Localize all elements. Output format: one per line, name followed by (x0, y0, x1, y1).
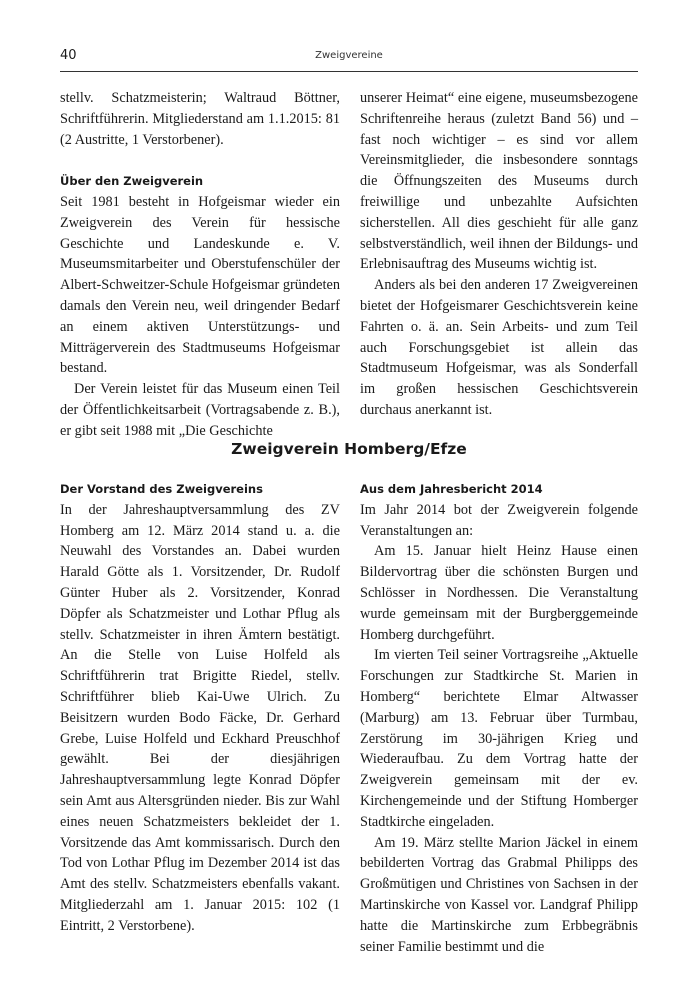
paragraph: Der Verein leistet für das Museum einen Teil der Öffentlichkeitsarbeit (Vortragsabende z. B.), er gibt seit 1988 mit „Die Geschichte (60, 381, 340, 439)
subheading-ueber-den-zweigverein: Über den Zweigverein (60, 174, 204, 189)
paragraph: Seit 1981 besteht in Hofgeismar wieder ein Zweigverein des Verein für hessische Geschichte und Landeskunde e. V. Museumsmitarbeiter und Oberstufenschüler der Albert-Schweitzer-Schule Hofgeismar gründeten damals den Verein neu, weil dringender Bedarf an einem aktiven Unterstützungs- und Mitträgerverein des Stadtmuseums Hofgeismar bestand. (60, 193, 340, 377)
homberg-right-column (360, 479, 638, 957)
running-title: Zweigvereine (315, 50, 383, 61)
top-left-column (60, 88, 340, 442)
section-title-homberg: Zweigverein Homberg/Efze (231, 440, 467, 458)
paragraph: Anders als bei den anderen 17 Zweigvereinen bietet der Hofgeismarer Geschichtsverein keine Fahrten o. ä. an. Sein Arbeits- und zum Teil auch Forschungsgebiet ist allein das Stadtmuseum Hofgeismar, was als Sonderfall im großen hessischen Geschichtsverein durchaus anerkannt ist. (360, 277, 638, 418)
subheading-vorstand: Der Vorstand des Zweigvereins (60, 482, 263, 496)
paragraph: Am 19. März stellte Marion Jäckel in einem bebilderten Vortrag das Grabmal Philipps des Großmütigen und Christines von Sachsen in der Martinskirche von Kassel vor. Landgraf Philipp hatte die Martinskirche zum Erbbegräbnis seiner Familie bestimmt und die (360, 834, 638, 955)
continuation-paragraph: stellv. Schatzmeisterin; Waltraud Böttner, Schriftführerin. Mitgliederstand am 1.1.2015: 81 (2 Austritte, 1 Verstorbener). (60, 90, 340, 148)
header-rule (60, 71, 638, 72)
homberg-left-column (60, 479, 340, 937)
paragraph: Am 15. Januar hielt Heinz Hause einen Bildervortrag über die schönsten Burgen und Schlösser in Nordhessen. Die Veranstaltung wurde gemeinsam mit der Burgberggemeinde Homberg durchgeführt. (360, 543, 638, 643)
paragraph: unserer Heimat“ eine eigene, museumsbezogene Schriftenreihe heraus (zuletzt Band 56) und – fast noch wichtiger – es sind vor allem Vereinsmitglieder, die insbesondere sonntags die Öffnungszeiten des Museums durch freiwillige und unbezahlte Aufsichten sicherstellen. All dies geschieht für alle ganz selbstverständlich, weil ihnen der Bildungs- und Erlebnisauftrag des Museums wichtig ist. (360, 90, 638, 273)
paragraph: In der Jahreshauptversammlung des ZV Homberg am 12. März 2014 stand u. a. die Neuwahl des Vorstandes an. Dabei wurden Harald Götte als 1. Vorsitzender, Dr. Rudolf Günter Huber als 2. Vorsitzender, Konrad Döpfer als Schatzmeister und Lothar Pflug als stellv. Schatzmeister in ihren Ämtern bestätigt. An die Stelle von Luise Holfeld als Schriftführerin trat Brigitte Riedel, stellv. Schriftführer blieb Kai-Uwe Ulrich. Zu Beisitzern wurden Bodo Fäcke, Dr. Gerhard Grebe, Luise Holfeld und Eckhard Preuschhof gewählt. Bei der diesjährigen Jahreshauptversammlung legte Konrad Döpfer sein Amt aus Altersgründen nieder. Bis zur Wahl eines neuen Schatzmeisters bekleidet der 1. Vorsitzende das Amt kommissarisch. Durch den Tod von Lothar Pflug im Dezember 2014 ist das Amt des stellv. Schatzmeisters ebenfalls vakant. Mitgliederzahl am 1. Januar 2015: 102 (1 Eintritt, 2 Verstorbene). (60, 501, 340, 934)
subheading-jahresbericht: Aus dem Jahresbericht 2014 (360, 482, 543, 496)
running-head (60, 48, 638, 68)
paragraph: Im Jahr 2014 bot der Zweigverein folgende Veranstaltungen an: (360, 501, 638, 539)
page-number: 40 (60, 48, 77, 63)
spacer (60, 150, 340, 171)
top-right-column (360, 88, 638, 421)
paragraph: Im vierten Teil seiner Vortragsreihe „Aktuelle Forschungen zur Stadtkirche St. Marien in Homberg“ berichtete Elmar Altwasser (Marburg) am 13. Februar über Turmbau, Zerstörung im 30-jährigen Krieg und Wiederaufbau. Zu dem Vortrag hatte der Zweigverein gemeinsam mit der ev. Kirchengemeinde und der Stiftung Homberger Stadtkirche eingeladen. (360, 647, 638, 830)
